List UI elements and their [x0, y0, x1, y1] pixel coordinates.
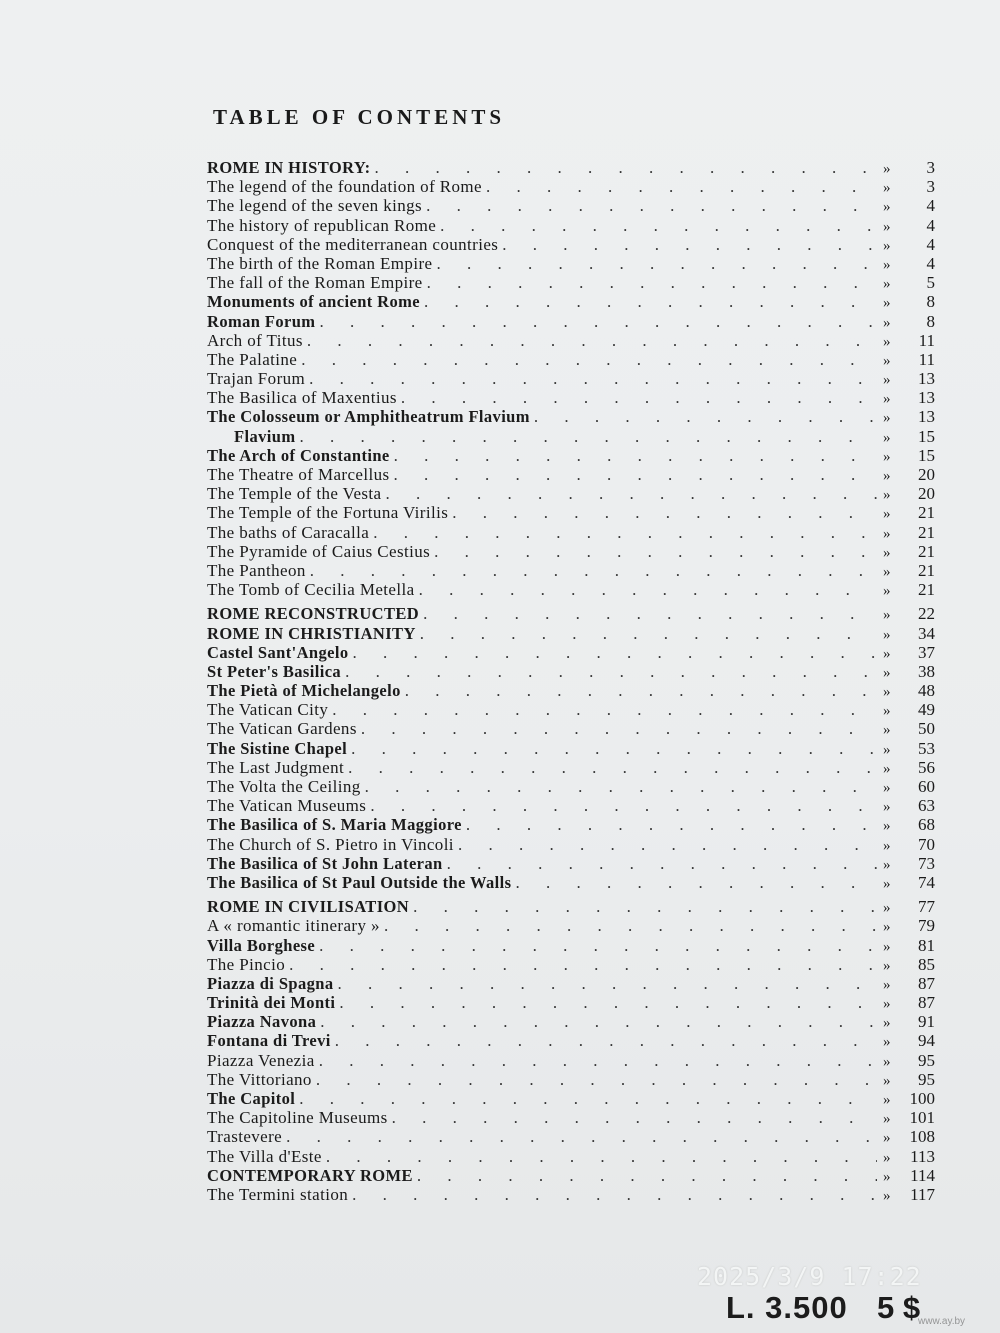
- page-marker: »: [883, 161, 891, 177]
- page-marker: »: [883, 256, 891, 273]
- toc-entry-page: 21: [918, 503, 935, 523]
- toc-entry: [207, 446, 935, 465]
- toc-entry: [207, 1012, 935, 1031]
- price-label: L. 3.500: [726, 1290, 848, 1325]
- page-marker: »: [883, 487, 891, 504]
- dot-leader: [301, 350, 877, 369]
- toc-entry-title: The Vittoriano: [207, 1069, 312, 1089]
- toc-entry-title: Piazza Venezia: [207, 1050, 315, 1070]
- dot-leader: [386, 484, 877, 503]
- toc-entry-page: 20: [918, 465, 935, 484]
- toc-entry-title: Arch of Titus: [207, 330, 303, 350]
- toc-entry-title: The Vatican Gardens: [207, 719, 357, 739]
- toc-entry: [207, 1147, 935, 1166]
- toc-entry-title: The Palatine: [207, 349, 298, 369]
- dot-leader: [413, 897, 877, 916]
- toc-entry-title: CONTEMPORARY ROME: [207, 1165, 413, 1185]
- toc-entry: [207, 484, 935, 503]
- toc-entry-title: The Pantheon: [207, 560, 306, 580]
- toc-entry-page: 56: [918, 757, 935, 777]
- toc-entry-page: 100: [909, 1089, 935, 1108]
- toc-entry-title: ROME RECONSTRUCTED: [207, 604, 420, 624]
- page-marker: »: [883, 1053, 891, 1070]
- toc-entry: [207, 974, 935, 993]
- dot-leader: [351, 739, 877, 758]
- dot-leader: [375, 158, 877, 177]
- page-marker: »: [883, 1187, 891, 1204]
- toc-entry-title: The Temple of the Vesta: [207, 484, 382, 504]
- page-marker: »: [883, 607, 891, 624]
- toc-entry: [207, 662, 935, 681]
- toc-entry-title: The Church of S. Pietro in Vincoli: [207, 834, 454, 854]
- toc-entry-page: 38: [918, 661, 935, 681]
- page-marker: »: [883, 237, 891, 254]
- toc-entry-title: The baths of Caracalla: [207, 522, 370, 542]
- toc-entry-title: The Theatre of Marcellus: [207, 465, 390, 484]
- dot-leader: [339, 993, 877, 1012]
- toc-entry-page: 13: [918, 369, 935, 389]
- page-marker: »: [883, 295, 891, 312]
- dot-leader: [309, 369, 877, 388]
- toc-entry-page: 21: [918, 541, 935, 561]
- page-marker: »: [883, 506, 891, 523]
- dot-leader: [299, 1089, 877, 1108]
- toc-entry: [207, 196, 935, 215]
- toc-entry-title: Conquest of the mediterranean countries: [207, 234, 499, 254]
- page-marker: »: [883, 722, 891, 739]
- dot-leader: [417, 1166, 877, 1185]
- dot-leader: [440, 216, 877, 235]
- dot-leader: [307, 331, 877, 350]
- dot-leader: [365, 777, 877, 796]
- toc-entry-page: 4: [926, 215, 935, 235]
- page-marker: »: [883, 703, 891, 720]
- dot-leader: [423, 604, 877, 623]
- page-marker: »: [883, 1130, 891, 1147]
- dot-leader: [502, 235, 877, 254]
- toc-entry: [207, 177, 935, 196]
- toc-entry: [207, 897, 935, 916]
- toc-entry-title: Monuments of ancient Rome: [207, 292, 421, 312]
- dot-leader: [515, 873, 877, 892]
- toc-entry-title: St Peter's Basilica: [207, 661, 342, 681]
- dot-leader: [353, 643, 878, 662]
- dot-leader: [319, 312, 877, 331]
- toc-entry-title: The Termini station: [207, 1184, 349, 1204]
- toc-entry: [207, 523, 935, 542]
- dot-leader: [373, 523, 877, 542]
- page-marker: »: [883, 664, 891, 681]
- page-marker: »: [883, 919, 891, 936]
- toc-entry: [207, 427, 935, 446]
- dot-leader: [447, 854, 877, 873]
- page-marker: »: [883, 410, 891, 427]
- page-marker: »: [883, 544, 891, 561]
- toc-entry-title: The Colosseum or Amphitheatrum Flavium: [207, 407, 530, 427]
- dot-leader: [419, 580, 877, 599]
- toc-entry-page: 3: [926, 158, 935, 177]
- page-marker: »: [883, 333, 891, 350]
- dot-leader: [424, 292, 877, 311]
- toc-entry-title: The Pincio: [207, 954, 286, 974]
- toc-entry-page: 79: [918, 916, 935, 936]
- page-marker: »: [883, 780, 891, 796]
- dot-leader: [320, 1012, 877, 1031]
- toc-entry-title: Piazza di Spagna: [207, 973, 334, 993]
- toc-entry-title: The Temple of the Fortuna Virilis: [207, 503, 449, 523]
- toc-entry-title: The fall of the Roman Empire: [207, 273, 423, 293]
- toc-entry: [207, 796, 935, 815]
- dot-leader: [401, 388, 877, 407]
- dot-leader: [370, 796, 877, 815]
- toc-entry-title: Villa Borghese: [207, 935, 316, 955]
- toc-entry: [207, 873, 935, 892]
- toc-entry-page: 70: [918, 834, 935, 854]
- dot-leader: [394, 465, 877, 484]
- toc-entry-page: 13: [918, 388, 935, 408]
- toc-entry-page: 48: [918, 681, 935, 701]
- dot-leader: [434, 542, 877, 561]
- page-marker: »: [883, 1092, 891, 1108]
- dot-leader: [310, 561, 877, 580]
- toc-entry: [207, 719, 935, 738]
- toc-entry: [207, 643, 935, 662]
- toc-entry: [207, 503, 935, 522]
- toc-entry-page: 53: [918, 738, 935, 758]
- toc-entry-page: 8: [926, 292, 935, 312]
- toc-entry-title: ROME IN HISTORY:: [207, 158, 371, 177]
- dot-leader: [394, 446, 877, 465]
- toc-entry: [207, 216, 935, 235]
- dot-leader: [486, 177, 877, 196]
- toc-entry-title: The Volta the Ceiling: [207, 777, 361, 796]
- page-marker: »: [883, 199, 891, 216]
- toc-entry: [207, 254, 935, 273]
- toc-entry-page: 5: [926, 273, 935, 293]
- toc-entry: [207, 604, 935, 623]
- toc-entry-page: 4: [926, 196, 935, 216]
- dot-leader: [426, 196, 877, 215]
- toc-entry: [207, 331, 935, 350]
- toc-entry-title: The history of republican Rome: [207, 215, 437, 235]
- toc-entry-title: The Basilica of St Paul Outside the Walls: [207, 872, 512, 892]
- dot-leader: [352, 1185, 877, 1204]
- page-marker: »: [883, 583, 891, 600]
- toc-entry-page: 91: [918, 1012, 935, 1032]
- table-of-contents: [207, 158, 935, 1204]
- toc-entry-page: 74: [918, 872, 935, 892]
- toc-entry-page: 85: [918, 954, 935, 974]
- toc-entry: [207, 273, 935, 292]
- toc-entry-title: The Vatican Museums: [207, 796, 367, 816]
- page-marker: »: [883, 875, 891, 892]
- toc-entry-title: The Villa d'Este: [207, 1146, 322, 1166]
- page-marker: »: [883, 448, 891, 465]
- dot-leader: [345, 662, 877, 681]
- dot-leader: [361, 719, 877, 738]
- page-marker: »: [883, 276, 891, 293]
- toc-entry: [207, 1166, 935, 1185]
- toc-entry-page: 87: [918, 973, 935, 993]
- dot-leader: [392, 1108, 877, 1127]
- toc-entry: [207, 407, 935, 426]
- toc-entry-title: The legend of the seven kings: [207, 196, 423, 216]
- site-watermark: www.ay.by: [918, 1316, 966, 1327]
- page-marker: »: [883, 1034, 891, 1051]
- dot-leader: [338, 974, 877, 993]
- dot-leader: [289, 955, 877, 974]
- toc-entry-page: 20: [918, 484, 935, 504]
- toc-entry-page: 49: [918, 700, 935, 720]
- price-extra: 5 $: [877, 1290, 921, 1325]
- toc-entry: [207, 312, 935, 331]
- toc-entry: [207, 955, 935, 974]
- toc-entry-page: 15: [918, 426, 935, 446]
- page-marker: »: [883, 856, 891, 873]
- toc-entry: [207, 1108, 935, 1127]
- page-marker: »: [883, 352, 891, 369]
- page-marker: »: [883, 837, 891, 854]
- dot-leader: [405, 681, 877, 700]
- page-marker: »: [883, 391, 891, 408]
- toc-entry: [207, 1051, 935, 1070]
- toc-entry: [207, 465, 935, 484]
- toc-entry-title: Piazza Navona: [207, 1012, 317, 1032]
- toc-entry-title: The Tomb of Cecilia Metella: [207, 580, 415, 600]
- toc-entry-page: 13: [918, 407, 935, 427]
- toc-entry-page: 3: [926, 177, 935, 197]
- page-marker: »: [883, 938, 891, 955]
- toc-entry: [207, 1070, 935, 1089]
- toc-entry-page: 95: [918, 1050, 935, 1070]
- toc-entry-title: Castel Sant'Angelo: [207, 642, 349, 662]
- toc-entry-page: 50: [918, 719, 935, 739]
- page-marker: »: [883, 1015, 891, 1032]
- toc-entry: [207, 1089, 935, 1108]
- toc-entry-title: ROME IN CHRISTIANITY: [207, 623, 416, 643]
- toc-entry-title: ROME IN CIVILISATION: [207, 897, 410, 917]
- toc-entry-page: 37: [918, 642, 935, 662]
- toc-entry-title: The Pyramide of Caius Cestius: [207, 541, 431, 561]
- dot-leader: [427, 273, 877, 292]
- page-marker: »: [883, 1168, 891, 1185]
- toc-entry: [207, 1031, 935, 1050]
- toc-entry: [207, 700, 935, 719]
- dot-leader: [452, 503, 877, 522]
- toc-entry-page: 11: [918, 349, 935, 369]
- dot-leader: [299, 427, 877, 446]
- toc-entry: [207, 777, 935, 796]
- toc-entry: [207, 815, 935, 834]
- toc-entry-title: The Arch of Constantine: [207, 445, 390, 465]
- page-marker: »: [883, 180, 891, 197]
- toc-entry: [207, 388, 935, 407]
- toc-entry-page: 73: [918, 853, 935, 873]
- toc-entry: [207, 916, 935, 935]
- page-marker: »: [883, 957, 891, 974]
- toc-entry-page: 94: [918, 1031, 935, 1051]
- page-marker: »: [883, 218, 891, 235]
- toc-entry-page: 77: [918, 897, 935, 917]
- toc-entry: [207, 854, 935, 873]
- page-marker: »: [883, 525, 891, 542]
- toc-entry-page: 63: [918, 796, 935, 816]
- page-marker: »: [883, 468, 891, 484]
- page-marker: »: [883, 563, 891, 580]
- toc-entry-page: 21: [918, 560, 935, 580]
- toc-entry: [207, 580, 935, 599]
- toc-entry-page: 68: [918, 815, 935, 835]
- toc-entry: [207, 542, 935, 561]
- page-marker: »: [883, 429, 891, 446]
- toc-entry: [207, 681, 935, 700]
- toc-entry: [207, 1185, 935, 1204]
- dot-leader: [286, 1127, 877, 1146]
- toc-entry-title: The Sistine Chapel: [207, 738, 348, 758]
- toc-entry-page: 4: [926, 234, 935, 254]
- toc-entry-page: 21: [918, 522, 935, 542]
- toc-entry-page: 4: [926, 253, 935, 273]
- toc-entry-title: The Basilica of St John Lateran: [207, 853, 443, 873]
- page-marker: »: [883, 1111, 891, 1128]
- page-marker: »: [883, 372, 891, 389]
- page-marker: »: [883, 1072, 891, 1089]
- toc-entry-page: 34: [918, 623, 935, 643]
- dot-leader: [420, 624, 877, 643]
- toc-entry: [207, 158, 935, 177]
- page-marker: »: [883, 976, 891, 993]
- toc-entry-page: 60: [918, 777, 935, 796]
- page-title: TABLE OF CONTENTS: [213, 105, 506, 129]
- toc-entry-page: 22: [918, 604, 935, 624]
- dot-leader: [466, 815, 877, 834]
- dot-leader: [458, 835, 877, 854]
- toc-entry-title: Trinità dei Monti: [207, 993, 336, 1013]
- toc-entry-title: Roman Forum: [207, 311, 316, 331]
- toc-entry-page: 108: [909, 1127, 935, 1147]
- toc-entry-title: The Capitol: [207, 1089, 296, 1108]
- toc-entry: [207, 835, 935, 854]
- toc-entry: [207, 292, 935, 311]
- toc-entry: [207, 350, 935, 369]
- toc-entry-title: The Pietà of Michelangelo: [207, 681, 401, 701]
- page-marker: »: [883, 900, 891, 917]
- page-marker: »: [883, 996, 891, 1013]
- toc-entry: [207, 758, 935, 777]
- toc-entry-page: 101: [909, 1108, 935, 1128]
- toc-entry-page: 8: [926, 311, 935, 331]
- toc-entry: [207, 561, 935, 580]
- photo-timestamp: 2025/3/9 17:22: [697, 1262, 922, 1291]
- toc-entry: [207, 624, 935, 643]
- toc-entry-page: 81: [918, 935, 935, 955]
- toc-entry-page: 95: [918, 1069, 935, 1089]
- dot-leader: [319, 1051, 877, 1070]
- toc-entry-page: 117: [910, 1184, 935, 1204]
- toc-entry-page: 11: [918, 330, 935, 350]
- dot-leader: [316, 1070, 877, 1089]
- page-marker: »: [883, 760, 891, 777]
- toc-entry-title: The legend of the foundation of Rome: [207, 177, 482, 197]
- page-marker: »: [883, 741, 891, 758]
- dot-leader: [326, 1147, 877, 1166]
- toc-entry-page: 87: [918, 993, 935, 1013]
- toc-entry-title: Flavium: [234, 426, 296, 446]
- toc-entry-page: 114: [910, 1165, 935, 1185]
- page-marker: »: [883, 684, 891, 701]
- dot-leader: [319, 936, 877, 955]
- toc-entry: [207, 993, 935, 1012]
- toc-entry-title: Fontana di Trevi: [207, 1031, 331, 1051]
- toc-entry-title: The Basilica of S. Maria Maggiore: [207, 815, 462, 835]
- toc-entry: [207, 1127, 935, 1146]
- dot-leader: [335, 1031, 877, 1050]
- toc-entry-page: 21: [918, 580, 935, 600]
- toc-entry-title: A « romantic itinerary »: [207, 916, 380, 936]
- toc-entry: [207, 936, 935, 955]
- page-marker: »: [883, 1149, 891, 1166]
- toc-entry-page: 15: [918, 445, 935, 465]
- dot-leader: [534, 407, 877, 426]
- toc-entry: [207, 739, 935, 758]
- toc-entry-title: The birth of the Roman Empire: [207, 253, 433, 273]
- page-marker: »: [883, 645, 891, 662]
- toc-entry-title: The Last Judgment: [207, 757, 345, 777]
- toc-entry-title: The Vatican City: [207, 700, 329, 720]
- page-marker: »: [883, 314, 891, 331]
- toc-entry-title: The Basilica of Maxentius: [207, 388, 397, 408]
- dot-leader: [384, 916, 877, 935]
- dot-leader: [436, 254, 877, 273]
- toc-entry: [207, 369, 935, 388]
- page-marker: »: [883, 799, 891, 816]
- page-marker: »: [883, 818, 891, 835]
- dot-leader: [332, 700, 877, 719]
- toc-entry-page: 113: [910, 1146, 935, 1166]
- toc-entry-title: Trastevere: [207, 1127, 283, 1147]
- dot-leader: [348, 758, 877, 777]
- toc-entry-title: The Capitoline Museums: [207, 1108, 388, 1128]
- page-marker: »: [883, 626, 891, 643]
- toc-entry-title: Trajan Forum: [207, 369, 306, 389]
- toc-entry: [207, 235, 935, 254]
